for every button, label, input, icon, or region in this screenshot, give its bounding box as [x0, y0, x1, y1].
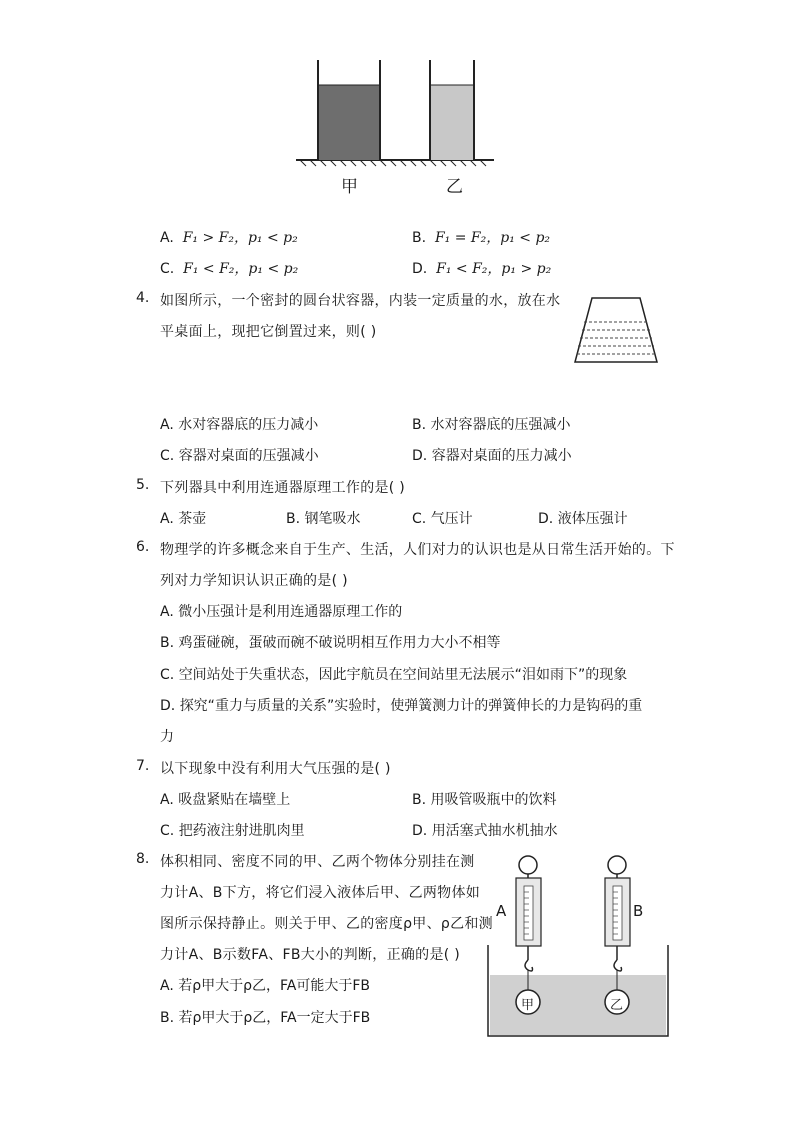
- option-text: 若ρ甲大于ρ乙，FA一定大于FB: [178, 1010, 371, 1026]
- q6-stem-line-1: 物理学的许多概念来自于生产、生活，人们对力的认识也是从日常生活开始的。下: [160, 542, 675, 558]
- option-text: 用吸管吸瓶中的饮料: [430, 792, 557, 808]
- option-text: 气压计: [430, 511, 473, 527]
- scale-b-label: B: [633, 902, 644, 920]
- option-label: C.: [160, 261, 175, 277]
- q5-stem-line-1: 下列器具中利用连通器原理工作的是( ): [160, 480, 406, 496]
- option-text: F₁ > F₂，p₁ < p₂: [182, 230, 298, 246]
- object-yi-label: 乙: [610, 998, 624, 1013]
- option-label: A.: [160, 978, 174, 994]
- option-label: D.: [160, 698, 176, 714]
- option-text: 液体压强计: [557, 511, 628, 527]
- option-text: 容器对桌面的压强减小: [178, 448, 319, 464]
- q8-stem-line-4: 力计A、B示数FA、FB大小的判断，正确的是( ): [160, 947, 461, 963]
- q6-option-d-continued: 力: [160, 729, 174, 745]
- q7-number: 7.: [136, 758, 150, 774]
- q4-stem-line-1: 如图所示，一个密封的圆台状容器，内装一定质量的水，放在水: [160, 293, 561, 309]
- option-label: B.: [412, 230, 427, 246]
- option-label: A.: [160, 417, 174, 433]
- option-text: 茶壶: [178, 511, 207, 527]
- option-label: A.: [160, 230, 174, 246]
- scale-b-ring: [608, 856, 626, 874]
- option-label: A.: [160, 604, 174, 620]
- option-text: 吸盘紧贴在墙壁上: [178, 792, 291, 808]
- option-label: C.: [160, 448, 175, 464]
- q8-number: 8.: [136, 851, 150, 867]
- option-label: B.: [412, 417, 427, 433]
- scale-a-label: A: [496, 902, 507, 920]
- option-label: C.: [412, 511, 427, 527]
- option-label: A.: [160, 792, 174, 808]
- option-label: D.: [412, 823, 428, 839]
- option-text: 探究“重力与质量的关系”实验时，使弹簧测力计的弹簧伸长的力是钩码的重: [179, 698, 643, 714]
- option-text: 微小压强计是利用连通器原理工作的: [178, 604, 403, 620]
- figure-label-jia: 甲: [341, 177, 358, 197]
- q4-number: 4.: [136, 290, 150, 306]
- option-text: F₁ = F₂，p₁ < p₂: [434, 230, 551, 246]
- option-text: F₁ < F₂，p₁ < p₂: [183, 261, 299, 277]
- q5-number: 5.: [136, 477, 150, 493]
- q4-stem-line-2: 平桌面上，现把它倒置过来，则( ): [160, 324, 377, 340]
- option-label: D.: [412, 448, 428, 464]
- option-text: 水对容器底的压力减小: [178, 417, 319, 433]
- option-text: 把药液注射进肌肉里: [178, 823, 305, 839]
- option-label: B.: [160, 1010, 175, 1026]
- scale-a-ring: [519, 856, 537, 874]
- option-label: D.: [412, 261, 428, 277]
- figure-label-yi: 乙: [446, 177, 463, 197]
- q6-stem-line-2: 列对力学知识认识正确的是( ): [160, 573, 348, 589]
- option-label: B.: [286, 511, 301, 527]
- option-label: C.: [160, 823, 175, 839]
- q8-stem-line-1: 体积相同、密度不同的甲、乙两个物体分别挂在测: [160, 854, 475, 870]
- q8-stem-line-3: 图所示保持静止。则关于甲、乙的密度ρ甲、ρ乙和测: [160, 916, 493, 932]
- option-text: 钢笔吸水: [304, 511, 361, 527]
- option-label: D.: [538, 511, 554, 527]
- option-label: A.: [160, 511, 174, 527]
- object-jia-label: 甲: [521, 998, 535, 1013]
- option-text: 用活塞式抽水机抽水: [431, 823, 558, 839]
- q8-stem-line-2: 力计A、B下方，将它们浸入液体后甲、乙两物体如: [160, 885, 481, 901]
- q6-number: 6.: [136, 539, 150, 555]
- option-text: 空间站处于失重状态，因此宇航员在空间站里无法展示“泪如雨下”的现象: [178, 667, 628, 683]
- option-label: B.: [160, 635, 175, 651]
- option-label: B.: [412, 792, 427, 808]
- option-text: 鸡蛋碰碗，蛋破而碗不破说明相互作用力大小不相等: [178, 635, 501, 651]
- option-text: 容器对桌面的压力减小: [431, 448, 572, 464]
- option-text: F₁ < F₂，p₁ > p₂: [436, 261, 552, 277]
- option-text: 水对容器底的压强减小: [430, 417, 571, 433]
- option-label: C.: [160, 667, 175, 683]
- q7-stem-line-1: 以下现象中没有利用大气压强的是( ): [160, 761, 391, 777]
- option-text: 若ρ甲大于ρ乙，FA可能大于FB: [178, 978, 371, 994]
